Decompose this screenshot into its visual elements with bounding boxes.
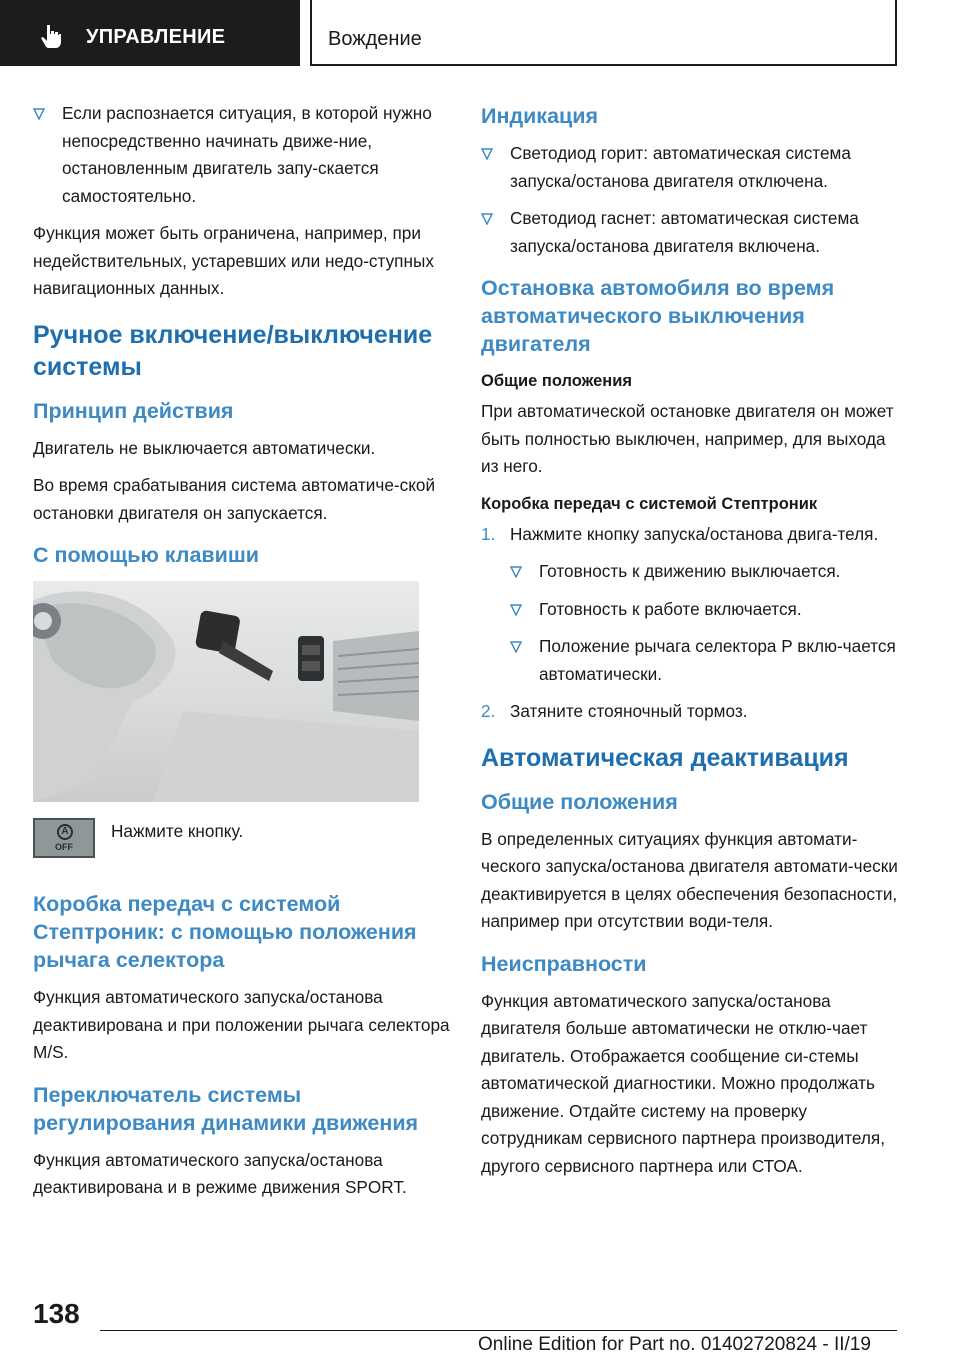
hand-pointer-icon	[40, 24, 62, 48]
triangle-bullet-icon	[481, 148, 493, 160]
paragraph: Функция автоматического запуска/останова двигателя больше автоматически не отклю-чает двигатель. Отображается сообщение си-стемы автоматической диагностики. Можно продолжать движение. Отдайте систему на проверку сотрудникам сервисного партнера производителя, другого сервисного партнера или СТОА.	[481, 990, 886, 1176]
triangle-bullet-icon	[481, 213, 493, 225]
right-column	[481, 100, 901, 1190]
bullet-item	[33, 100, 451, 210]
auto-letter: A	[57, 824, 73, 840]
step-number: 2.	[481, 701, 496, 721]
heading-indication: Индикация	[481, 104, 599, 128]
section-tab	[0, 0, 300, 66]
section-title: УПРАВЛЕНИЕ	[86, 26, 226, 48]
subheading-steptronic: Коробка передач с системой Стептроник	[481, 494, 818, 513]
step-number: 1.	[481, 523, 496, 544]
paragraph: Во время срабатывания система автоматиче-ской остановки двигателя он запускается.	[33, 475, 436, 523]
dashboard-illustration	[33, 581, 419, 802]
heading-stop: Остановка автомобиля во время автоматического выключения двигателя	[481, 276, 835, 356]
heading-general: Общие положения	[481, 789, 678, 814]
bullet-text: Готовность к работе включается.	[539, 598, 802, 619]
bullet-item	[481, 205, 901, 260]
heading-auto-deactivation: Автоматическая деактивация	[481, 743, 849, 772]
heading-button: С помощью клавиши	[33, 543, 259, 567]
triangle-bullet-icon	[510, 604, 522, 616]
subheading-general: Общие положения	[481, 372, 633, 390]
heading-faults: Неисправности	[481, 951, 647, 976]
page-header	[0, 0, 960, 66]
bullet-text: Готовность к движению выключается.	[539, 561, 841, 581]
bullet-text: Светодиод гаснет: автоматическая система запуска/останова двигателя включена.	[510, 208, 859, 256]
step-text: Затяните стояночный тормоз.	[510, 701, 748, 721]
triangle-bullet-icon	[33, 108, 45, 120]
paragraph: Двигатель не выключается автоматически.	[33, 437, 376, 458]
footer-divider	[100, 1330, 897, 1331]
chapter-tab	[310, 0, 897, 66]
off-label: OFF	[55, 842, 73, 852]
numbered-step	[481, 698, 901, 726]
paragraph: Функция автоматического запуска/останова деактивирована и при положении рычага селектора M/S.	[33, 987, 450, 1062]
heading-drive-switch: Переключатель системы регулирования динамики движения	[33, 1082, 419, 1135]
button-instruction	[33, 818, 451, 876]
bullet-text: Положение рычага селектора P вклю-чается автоматически.	[539, 636, 896, 684]
edition-note: Online Edition for Part no. 01402720824 - II/19	[478, 1334, 871, 1355]
paragraph: При автоматической остановке двигателя он может быть полностью выключен, например, для выхода из него.	[481, 401, 894, 476]
left-column	[33, 100, 451, 1212]
triangle-bullet-icon	[510, 566, 522, 578]
chapter-title: Вождение	[328, 28, 422, 50]
bullet-text: Светодиод горит: автоматическая система запуска/останова двигателя отключена.	[510, 143, 851, 191]
paragraph: Функция автоматического запуска/останова деактивирована и в режиме движения SPORT.	[33, 1149, 407, 1197]
auto-start-stop-button-icon	[33, 818, 95, 858]
heading-manual: Ручное включение/выключение системы	[33, 320, 433, 381]
page-number: 138	[33, 1298, 80, 1329]
numbered-step	[481, 521, 901, 549]
sub-bullet-item	[510, 596, 901, 624]
paragraph: В определенных ситуациях функция автомати-ческого запуска/останова двигателя автомати-чески деактивируется в целях обеспечения безопасности, например при отсутствии води-теля.	[481, 828, 898, 931]
bullet-item	[481, 140, 901, 195]
button-caption: Нажмите кнопку.	[111, 821, 244, 841]
triangle-bullet-icon	[510, 641, 522, 653]
paragraph: Функция может быть ограничена, например, при недействительных, устаревших или недо-ступных навигационных данных.	[33, 223, 434, 298]
step-text: Нажмите кнопку запуска/останова двига-теля.	[510, 523, 879, 544]
sub-bullet-item	[510, 633, 901, 688]
bullet-text: Если распознается ситуация, в которой нужно непосредственно начинать движе-ние, остановленным двигатель запу-скается самостоятельно.	[62, 103, 432, 206]
dashboard-photo	[33, 581, 419, 802]
sub-bullet-item	[510, 558, 901, 586]
heading-principle: Принцип действия	[33, 398, 234, 423]
heading-steptronic: Коробка передач с системой Стептроник: с помощью положения рычага селектора	[33, 892, 417, 972]
